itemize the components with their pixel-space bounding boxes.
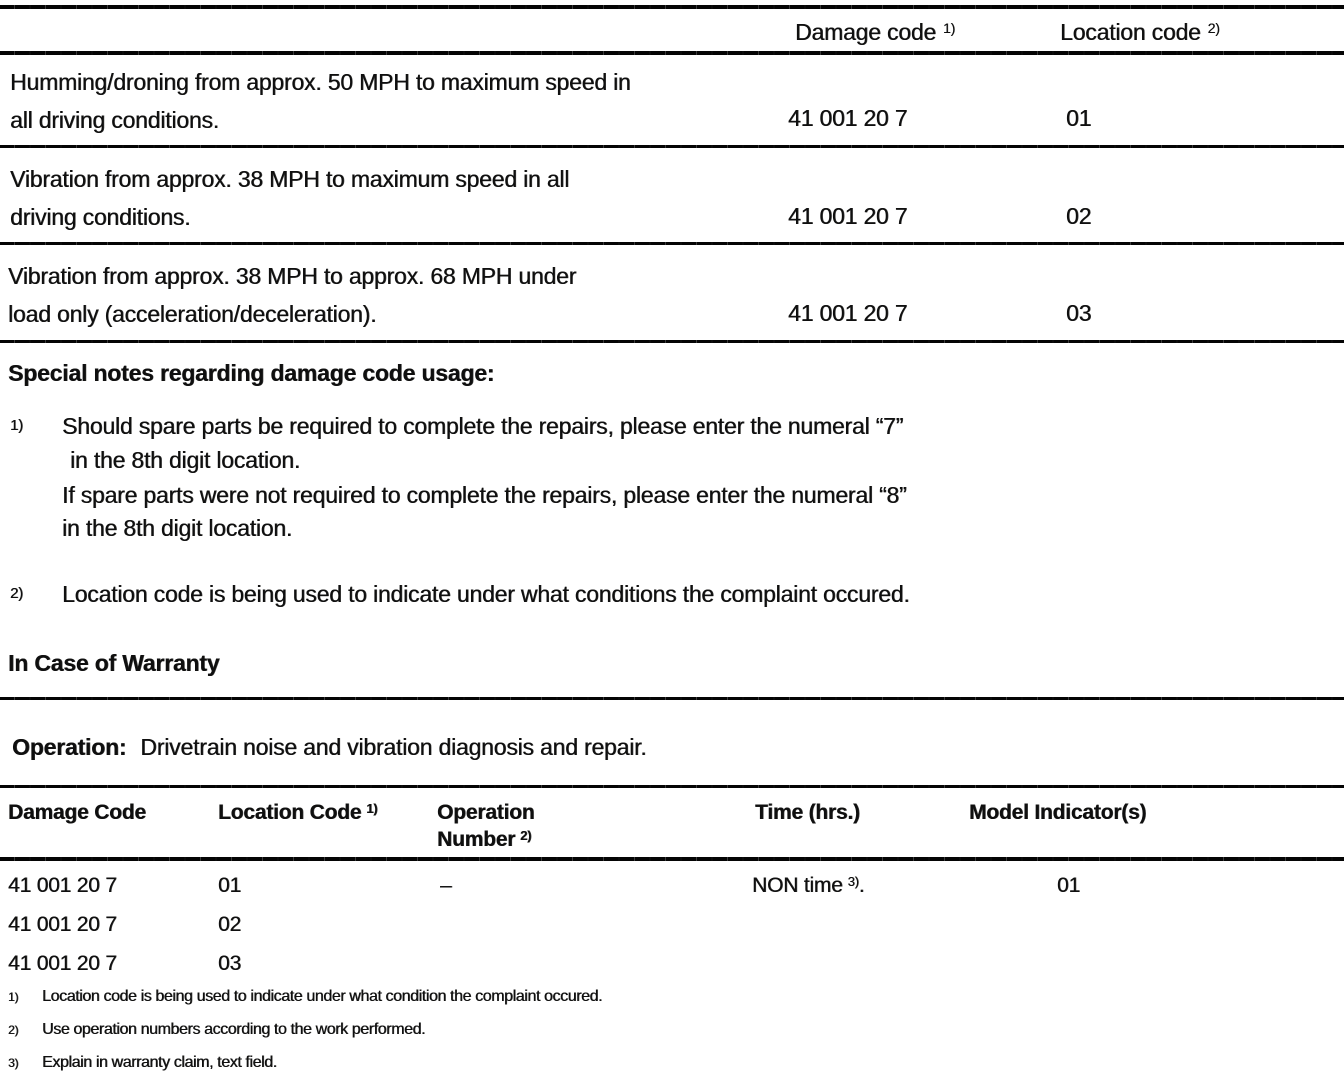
damage-code-header-footnote-marker: 1) — [943, 20, 956, 36]
operation-description: Drivetrain noise and vibration diagnosis and repair. — [140, 734, 647, 760]
horizontal-rule — [0, 51, 1344, 55]
footnote-text-line: in the 8th digit location. — [70, 447, 301, 473]
warranty-time-value: NON time — [752, 874, 843, 897]
symptom-description-line: Vibration from approx. 38 MPH to maximum speed in all — [10, 166, 570, 192]
symptom-description-line: all driving conditions. — [10, 107, 219, 133]
warranty-header-time: Time (hrs.) — [755, 801, 860, 824]
warranty-footnote-marker: 3) — [8, 1056, 19, 1070]
footnote-text-line: in the 8th digit location. — [62, 515, 293, 541]
warranty-section-title: In Case of Warranty — [8, 650, 220, 676]
warranty-header-location-label: Location Code — [218, 801, 362, 824]
warranty-header-damage-code: Damage Code — [8, 801, 146, 824]
warranty-header-location-footnote-marker: 1) — [366, 801, 378, 816]
warranty-header-operation-number — [437, 801, 534, 825]
warranty-header-operation-line2: Number — [437, 828, 516, 851]
warranty-footnote-text: Location code is being used to indicate under what condition the complaint occured. — [42, 988, 603, 1005]
symptom-description-line: Vibration from approx. 38 MPH to approx. 68 MPH under — [8, 263, 577, 289]
warranty-model-indicator: 01 — [1057, 874, 1080, 897]
horizontal-rule — [0, 697, 1344, 700]
horizontal-rule — [0, 785, 1344, 788]
footnote-marker: 1) — [10, 417, 23, 434]
symptom-description-line: driving conditions. — [10, 204, 191, 230]
symptom-description-line: Humming/droning from approx. 50 MPH to maximum speed in — [10, 69, 631, 95]
warranty-footnote-text: Use operation numbers according to the work performed. — [42, 1021, 426, 1038]
footnote-text-line: If spare parts were not required to complete the repairs, please enter the numeral “8” — [62, 482, 907, 508]
warranty-damage-code: 41 001 20 7 — [8, 874, 117, 897]
location-code-header-label: Location code — [1060, 19, 1201, 45]
operation-label: Operation: — [12, 734, 127, 760]
warranty-time-period: . — [858, 874, 865, 897]
footnote-text-line: Location code is being used to indicate under what conditions the complaint occured. — [62, 581, 910, 607]
warranty-time-footnote-marker: 3) — [847, 874, 859, 889]
warranty-location-code: 03 — [218, 952, 241, 975]
location-code-value: 02 — [1066, 203, 1092, 229]
damage-code-value: 41 001 20 7 — [788, 300, 908, 326]
warranty-footnote-text: Explain in warranty claim, text field. — [42, 1054, 277, 1071]
footnote-marker: 2) — [10, 585, 23, 602]
warranty-damage-code: 41 001 20 7 — [8, 913, 117, 936]
symptom-description-line: load only (acceleration/deceleration). — [8, 301, 377, 327]
special-notes-title: Special notes regarding damage code usage: — [8, 360, 495, 386]
warranty-header-model-indicator: Model Indicator(s) — [969, 801, 1147, 824]
location-code-value: 01 — [1066, 105, 1092, 131]
horizontal-rule — [0, 145, 1344, 148]
warranty-header-operation-number-line2 — [437, 828, 531, 852]
horizontal-rule — [0, 340, 1344, 343]
location-code-value: 03 — [1066, 300, 1092, 326]
operation-line — [12, 734, 646, 761]
damage-code-header-label: Damage code — [795, 19, 936, 45]
warranty-footnote-marker: 1) — [8, 990, 19, 1004]
warranty-location-code: 01 — [218, 874, 241, 897]
footnote-text-line: Should spare parts be required to complete the repairs, please enter the numeral “7” — [62, 413, 904, 439]
warranty-header-operation-footnote-marker: 2) — [520, 828, 532, 843]
damage-code-header — [795, 19, 955, 46]
horizontal-rule — [0, 242, 1344, 245]
horizontal-rule — [0, 5, 1344, 9]
horizontal-rule — [0, 857, 1344, 861]
warranty-operation-number: – — [440, 874, 452, 897]
location-code-header — [1060, 19, 1220, 46]
warranty-header-operation-line1: Operation — [437, 801, 535, 824]
location-code-header-footnote-marker: 2) — [1207, 20, 1220, 36]
warranty-damage-code: 41 001 20 7 — [8, 952, 117, 975]
damage-code-value: 41 001 20 7 — [788, 203, 908, 229]
warranty-location-code: 02 — [218, 913, 241, 936]
damage-code-value: 41 001 20 7 — [788, 105, 908, 131]
warranty-time — [752, 874, 864, 898]
warranty-header-location-code — [218, 801, 377, 825]
warranty-footnote-marker: 2) — [8, 1023, 19, 1037]
